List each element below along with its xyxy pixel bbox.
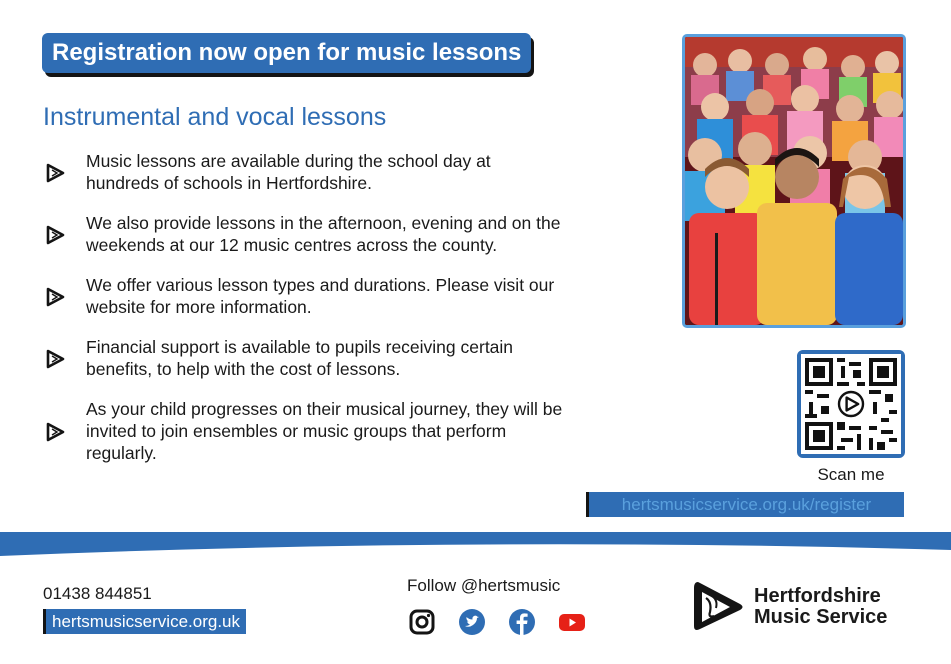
list-item	[44, 150, 564, 194]
logo-play-icon	[690, 578, 746, 636]
website-link[interactable]: hertsmusicservice.org.uk	[43, 609, 246, 634]
qr-caption: Scan me	[817, 465, 885, 484]
logo-line-1: Hertfordshire	[754, 585, 881, 607]
facebook-icon[interactable]	[508, 608, 536, 636]
register-link[interactable]: hertsmusicservice.org.uk/register	[586, 492, 904, 517]
play-bullet-icon	[44, 421, 66, 443]
front-row	[689, 148, 903, 325]
play-bullet-icon	[44, 162, 66, 184]
twitter-icon[interactable]	[458, 608, 486, 636]
list-item	[44, 398, 564, 464]
qr-code-graphic	[801, 354, 901, 454]
bullet-text: Music lessons are available during the school day at hundreds of schools in Hertfordshire.	[86, 151, 491, 193]
play-bullet-icon	[44, 286, 66, 308]
lesson-info-list	[44, 150, 564, 482]
bullet-text: We also provide lessons in the afternoon, evening and on the weekends at our 12 music centres across the county.	[86, 213, 561, 255]
play-bullet-icon	[44, 224, 66, 246]
hertfordshire-music-service-logo	[690, 578, 887, 636]
play-bullet-icon	[44, 348, 66, 370]
footer-wave-divider	[0, 528, 951, 558]
bullet-text: As your child progresses on their musical journey, they will be invited to join ensembles or music groups that perform regularly.	[86, 399, 563, 463]
registration-banner: Registration now open for music lessons	[42, 33, 531, 73]
logo-line-2: Music Service	[754, 606, 888, 628]
qr-code[interactable]	[797, 350, 905, 458]
choir-illustration	[685, 37, 903, 325]
list-item	[44, 274, 564, 318]
youtube-icon[interactable]	[558, 608, 586, 636]
bullet-text: We offer various lesson types and durations. Please visit our website for more information.	[86, 275, 555, 317]
instagram-icon[interactable]	[408, 608, 436, 636]
list-item	[44, 212, 564, 256]
section-heading: Instrumental and vocal lessons	[43, 103, 387, 131]
social-links	[408, 608, 586, 636]
bullet-text: Financial support is available to pupils receiving certain benefits, to help with the cost of lessons.	[86, 337, 514, 379]
follow-handle: Follow @hertsmusic	[407, 576, 561, 595]
phone-number[interactable]: 01438 844851	[43, 584, 152, 603]
list-item	[44, 336, 564, 380]
choir-photo	[682, 34, 906, 328]
